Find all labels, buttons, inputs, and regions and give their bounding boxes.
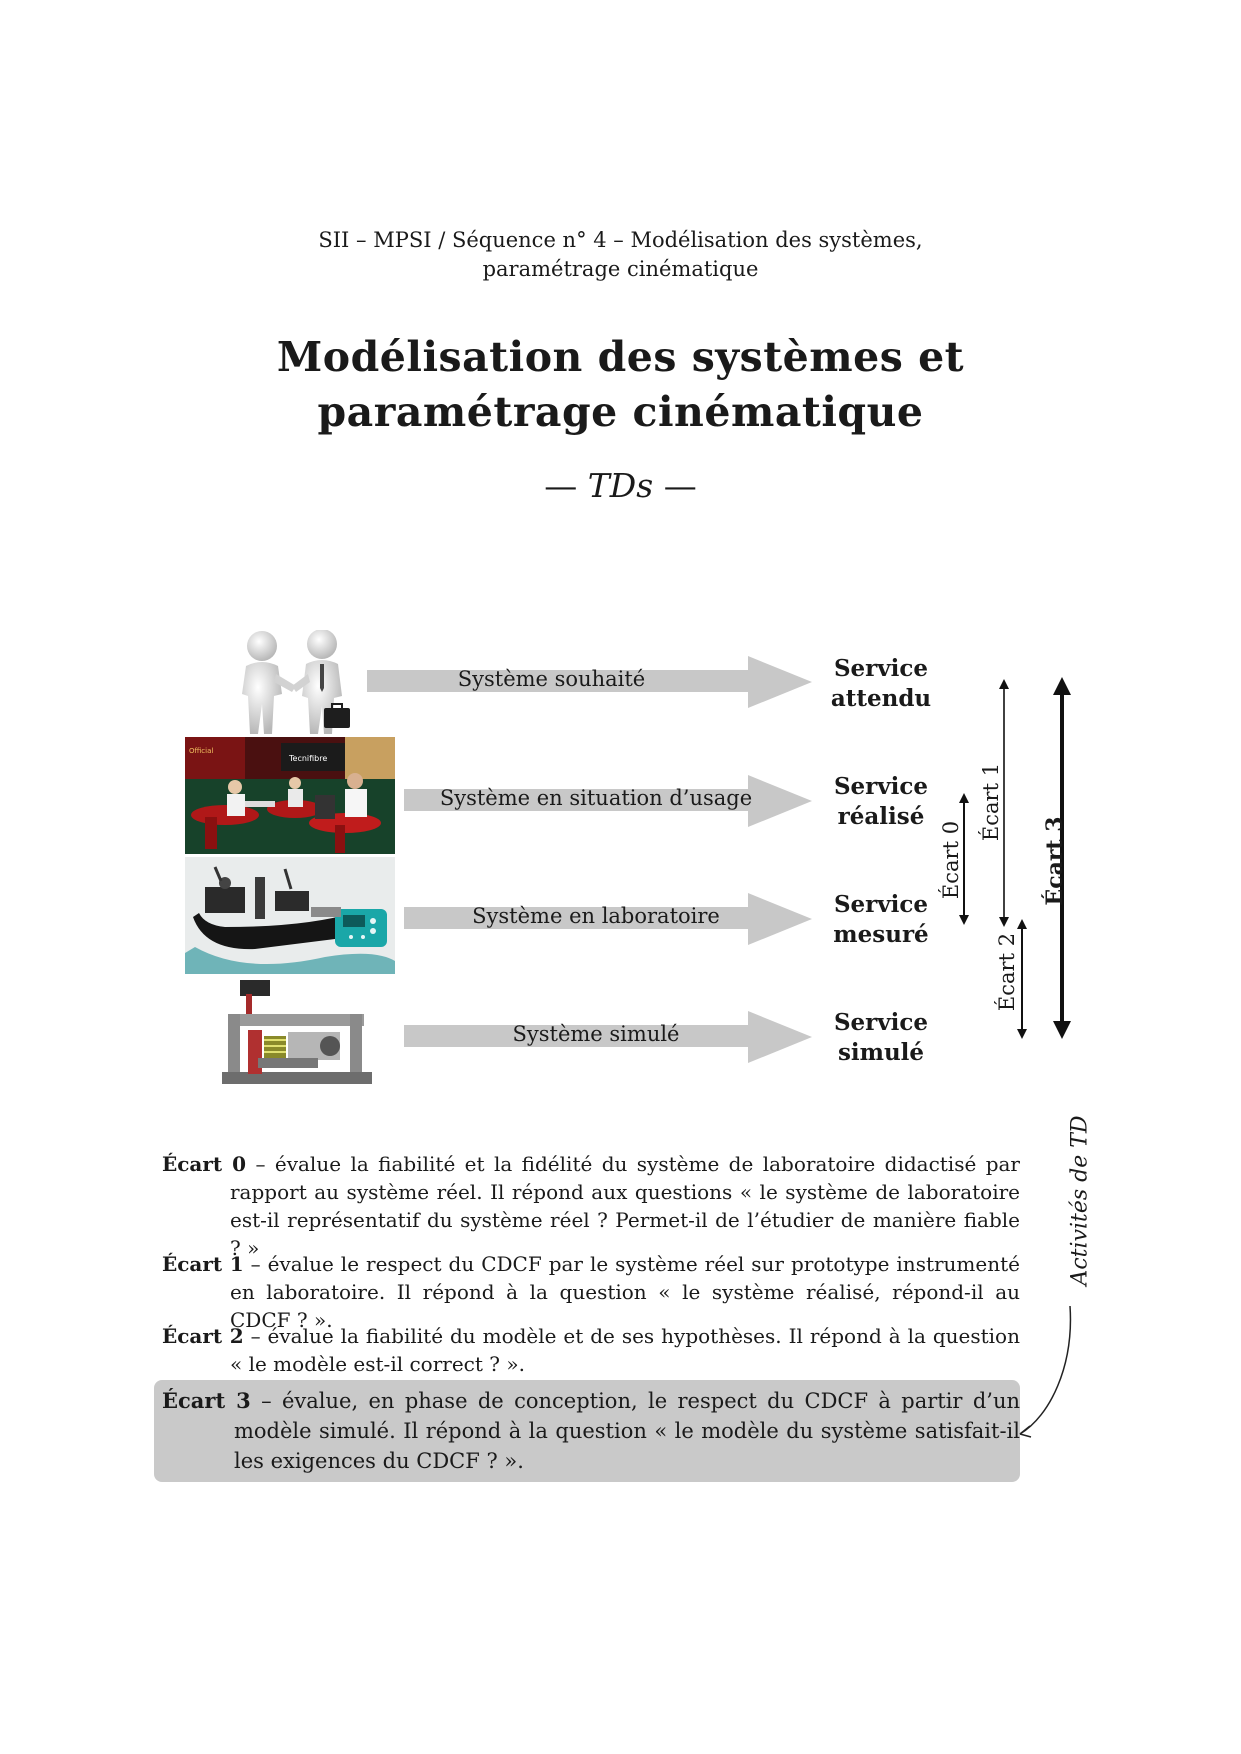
curved-pointer-arrow bbox=[1010, 1296, 1090, 1446]
subtitle-dash-right: — bbox=[663, 466, 697, 505]
arrow-systeme-usage bbox=[404, 775, 812, 827]
ecart-0-term: Écart 0 bbox=[162, 1152, 247, 1176]
arrow-systeme-laboratoire bbox=[404, 893, 812, 945]
ecart-3-text: – évalue, en phase de conception, le respect du CDCF à partir d’un modèle simulé. Il répond à la question « le modèle du système satisfait-il les exigences du CDCF ? ». bbox=[234, 1389, 1020, 1473]
subtitle-text: TDs bbox=[587, 466, 654, 505]
ecart-0-label: Écart 0 bbox=[939, 820, 963, 900]
usage-situation-photo bbox=[185, 737, 395, 854]
arrow-systeme-simule bbox=[404, 1011, 812, 1063]
ecart-2-text: – évalue la fiabilité du modèle et de ses hypothèses. Il répond à la question « le modèle est-il correct ? ». bbox=[230, 1324, 1020, 1376]
ecart-2-term: Écart 2 bbox=[162, 1324, 244, 1348]
activites-de-td-note: Activités de TD bbox=[1067, 1115, 1093, 1286]
service-mesure-line2: mesuré bbox=[833, 921, 929, 948]
subtitle bbox=[0, 466, 1241, 505]
ecart-3-term: Écart 3 bbox=[162, 1388, 251, 1413]
banner-tecnifibre-text: Tecnifibre bbox=[289, 754, 328, 763]
title-line-1: Modélisation des systèmes et bbox=[276, 333, 965, 381]
service-attendu-line2: attendu bbox=[830, 685, 932, 712]
ecart-2-description bbox=[162, 1322, 1020, 1378]
ecart-3-description bbox=[162, 1386, 1020, 1476]
page-title bbox=[0, 330, 1241, 440]
ecart-1-label: Écart 1 bbox=[979, 762, 1003, 842]
laboratory-system-photo bbox=[185, 857, 395, 974]
header-line-2: paramétrage cinématique bbox=[482, 257, 759, 281]
arrow-systeme-souhaite bbox=[367, 656, 812, 708]
arrow-label-souhaite: Système souhaité bbox=[457, 667, 646, 691]
ecart-1-term: Écart 1 bbox=[162, 1252, 244, 1276]
header-line-1: SII – MPSI / Séquence n° 4 – Modélisation des systèmes, bbox=[318, 228, 923, 252]
arrow-label-simule: Système simulé bbox=[512, 1022, 680, 1046]
ecart-1-text: – évalue le respect du CDCF par le système réel sur prototype instrumenté en laboratoire. Il répond à la question « le système réalisé, répond-il au CDCF ? ». bbox=[230, 1252, 1020, 1332]
ecart-0-text: – évalue la fiabilité et la fidélité du système de laboratoire didactisé par rapport au système réel. Il répond aux questions « le système de laboratoire est-il représentatif du système réel ? Permet-il de l’étudier de manière fiable ? » bbox=[230, 1152, 1020, 1260]
ecart-2-label: Écart 2 bbox=[995, 932, 1019, 1012]
simulated-system-cad-image bbox=[218, 980, 374, 1090]
ecart-0-description bbox=[162, 1150, 1020, 1262]
document-header bbox=[0, 226, 1241, 284]
title-line-2: paramétrage cinématique bbox=[317, 388, 924, 436]
service-simule-line1: Service bbox=[833, 1009, 929, 1036]
service-realise-line2: réalisé bbox=[837, 803, 925, 830]
arrow-label-laboratoire: Système en laboratoire bbox=[472, 904, 720, 928]
ecart-3-label: Écart 3 bbox=[1042, 816, 1068, 906]
arrow-label-usage: Système en situation d’usage bbox=[439, 786, 753, 810]
service-realise-line1: Service bbox=[833, 773, 929, 800]
banner-official-text: Official bbox=[189, 747, 214, 755]
service-mesure-line1: Service bbox=[833, 891, 929, 918]
service-simule-line2: simulé bbox=[837, 1039, 925, 1066]
service-attendu-line1: Service bbox=[833, 655, 929, 682]
subtitle-dash-left: — bbox=[544, 466, 578, 505]
